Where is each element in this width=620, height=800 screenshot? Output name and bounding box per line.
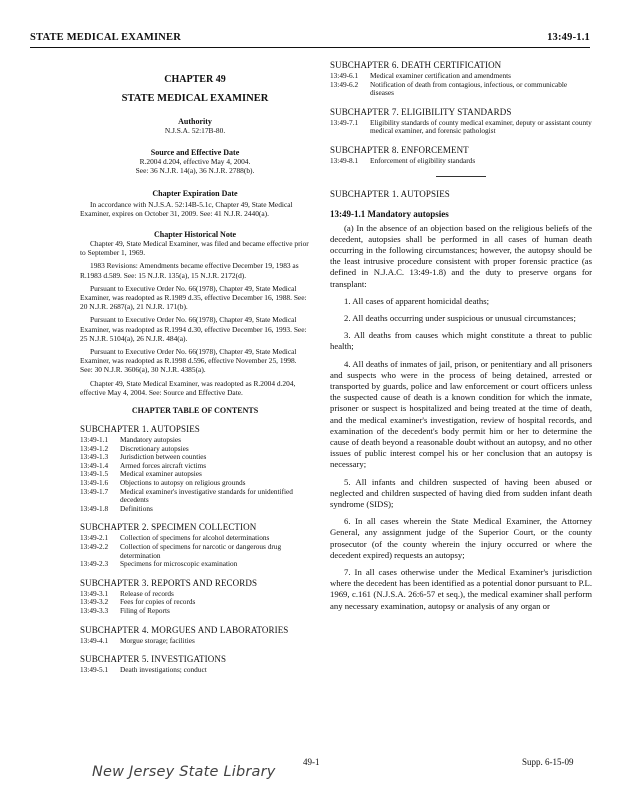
toc-entry [80, 607, 310, 616]
toc-entry [330, 157, 592, 166]
left-column [80, 60, 310, 675]
chapter-number: CHAPTER 49 [164, 74, 226, 85]
toc-section-number: 13:49-3.1 [80, 588, 109, 598]
toc-entry [80, 666, 310, 675]
toc-section-title: Morgue storage; facilities [120, 635, 195, 645]
expiration-text: In accordance with N.J.S.A. 52:14B-5.1c, Chapter 49, State Medical Examiner, expires on October 31, 2009. See: 41 N.J.R. 2440(a). [80, 199, 293, 218]
history-heading: Chapter Historical Note [153, 230, 237, 240]
toc-right [330, 60, 592, 166]
toc-section-title: Specimens for microscopic examination [120, 559, 238, 569]
toc-section-number: 13:49-1.6 [80, 478, 109, 488]
body-paragraph: 4. All deaths of inmates of jail, prison, or penitentiary and all prisoners and suspects who were in the process of being detained, arrested or transported by guards, police and law enforcement or court officers unless the suspected cause of death is a known condition for which the inmate, prisoner or suspect is hospitalized and being treated at the time of death, and the medical examiner's investigation, review of hospital records, and examination of the decedent's body permit him or her to determine the cause of death beyond a reasonable doubt without an autopsy, and no other issues of public interest compel his or her conclusion that an autopsy is necessary; [330, 358, 592, 470]
toc-entry [80, 590, 310, 599]
toc-section-number: 13:49-2.3 [80, 559, 109, 569]
toc-entry [80, 488, 310, 505]
header-title: STATE MEDICAL EXAMINER [30, 32, 182, 43]
toc-section-number: 13:49-6.2 [330, 79, 359, 89]
toc-subchapter-title: SUBCHAPTER 4. MORGUES AND LABORATORIES [80, 624, 289, 635]
toc-section-number: 13:49-1.7 [80, 486, 109, 496]
toc-section-title: Notification of death from contagious, infectious, or communicable diseases [370, 79, 568, 98]
toc-entry [330, 119, 592, 136]
toc-section-title: Eligibility standards of county medical examiner, deputy or assistant county medical examiner, and forensic pathologist [370, 117, 592, 136]
toc-subchapter-title: SUBCHAPTER 3. REPORTS AND RECORDS [80, 577, 258, 588]
toc-heading: CHAPTER TABLE OF CONTENTS [131, 406, 259, 416]
history-note: Pursuant to Executive Order No. 66(1978), Chapter 49, State Medical Examiner, was readopted as R.1998 d.596, effective November 25, 1998. See: 30 N.J.R. 3606(a), 30 N.J.R. 4385(a). [80, 347, 297, 375]
toc-section-number: 13:49-3.2 [80, 597, 109, 607]
toc-subchapter-title: SUBCHAPTER 5. INVESTIGATIONS [80, 654, 227, 665]
authority-text: N.J.S.A. 52:17B-80. [164, 126, 226, 135]
toc-entry [80, 598, 310, 607]
body-subchapter-heading: SUBCHAPTER 1. AUTOPSIES [330, 188, 450, 199]
toc-entry [80, 560, 310, 569]
toc-section-number: 13:49-2.2 [80, 542, 109, 551]
toc-section-title: Discretionary autopsies [120, 443, 189, 453]
chapter-title: STATE MEDICAL EXAMINER [121, 93, 269, 104]
toc-entry [80, 436, 310, 445]
history-note: Chapter 49, State Medical Examiner, was readopted as R.2004 d.204, effective May 4, 2004. See: Source and Effective Date. [80, 378, 296, 397]
toc-section-title: Death investigations; conduct [120, 665, 207, 675]
source-heading: Source and Effective Date [150, 148, 240, 158]
right-column [330, 60, 592, 618]
toc-section-number: 13:49-1.4 [80, 460, 109, 470]
toc-section-number: 13:49-3.3 [80, 605, 109, 615]
toc-section-number: 13:49-2.1 [80, 533, 109, 543]
toc-section-number: 13:49-1.5 [80, 469, 109, 479]
toc-subchapter-title: SUBCHAPTER 6. DEATH CERTIFICATION [330, 60, 502, 70]
toc-section-title: Medical examiner's investigative standards for unidentified decedents [120, 486, 293, 505]
history-note: 1983 Revisions: Amendments became effective December 19, 1983 as R.1983 d.589. See: 15 N.J.R. 135(a), 15 N.J.R. 2172(d). [80, 261, 299, 280]
toc-entry [80, 637, 310, 646]
authority-heading: Authority [178, 117, 212, 126]
toc-section-number: 13:49-7.1 [330, 117, 359, 127]
supplement-date: Supp. 6-15-09 [522, 757, 574, 767]
toc-section-number: 13:49-1.3 [80, 452, 109, 462]
body-paragraph: 2. All deaths occurring under suspicious or unusual circumstances; [344, 312, 576, 323]
toc-section-number: 13:49-1.1 [80, 435, 109, 445]
toc-subchapter-title: SUBCHAPTER 1. AUTOPSIES [80, 424, 200, 435]
toc-section-title: Objections to autopsy on religious grounds [120, 478, 246, 488]
body-paragraph: 7. In all cases otherwise under the Medical Examiner's jurisdiction where the decedent has been identified as a potential donor pursuant to P.L. 1969, c.161 (N.J.S.A. 26:6-57 et seq.), the medical examiner shall perform any necessary examination, autopsy or analysis of any organ or [330, 567, 592, 611]
section-heading: 13:49-1.1 Mandatory autopsies [330, 208, 449, 219]
body-paragraph: (a) In the absence of an objection based on the religious beliefs of the decedent, autopsies shall be performed in all cases of human death occurring in the following circumstances; however, the autopsy should be the least intrusive procedure consistent with proper forensic practice (as defined in N.J.A.C. 13:49-1.8) and the duty to preserve organs for transplant: [330, 222, 592, 289]
body-paragraph: 1. All cases of apparent homicidal deaths; [344, 295, 489, 306]
toc-section-number: 13:49-1.8 [80, 503, 109, 513]
page-number: 49-1 [303, 757, 320, 767]
source-text-1: R.2004 d.204, effective May 4, 2004. [139, 157, 251, 167]
toc-section-title: Release of records [120, 588, 174, 598]
body-paragraph: 3. All deaths from causes which might constitute a threat to public health; [330, 330, 592, 352]
toc-section-title: Enforcement of eligibility standards [370, 155, 476, 165]
toc-left [80, 424, 310, 675]
toc-section-number: 13:49-6.1 [330, 71, 359, 80]
toc-subchapter-title: SUBCHAPTER 2. SPECIMEN COLLECTION [80, 522, 257, 533]
expiration-heading: Chapter Expiration Date [152, 188, 238, 198]
toc-subchapter-title: SUBCHAPTER 8. ENFORCEMENT [330, 144, 469, 155]
toc-section-number: 13:49-8.1 [330, 155, 359, 165]
history-note: Pursuant to Executive Order No. 66(1978), Chapter 49, State Medical Examiner, was readopted as R.1994 d.30, effective December 16, 1993. See: 25 N.J.R. 5104(a), 26 N.J.R. 484(a). [80, 315, 307, 343]
history-note: Chapter 49, State Medical Examiner, was filed and became effective prior to September 1, 1969. [80, 239, 309, 258]
toc-section-title: Fees for copies of records [120, 597, 196, 607]
toc-entry [330, 81, 592, 98]
section-body [330, 223, 592, 612]
toc-section-title: Definitions [120, 503, 153, 513]
running-header [30, 27, 590, 48]
library-watermark: New Jersey State Library [92, 764, 276, 780]
body-paragraph: 5. All infants and children suspected of having been abused or neglected and children suspected of having died from sudden infant death syndrome (SIDS); [330, 476, 592, 510]
toc-section-number: 13:49-4.1 [80, 635, 109, 645]
section-divider [436, 176, 486, 177]
toc-section-title: Jurisdiction between counties [120, 452, 207, 462]
history-note: Pursuant to Executive Order No. 66(1978), Chapter 49, State Medical Examiner, was readopted as R.1989 d.35, effective December 16, 1988. See: 20 N.J.R. 2687(a), 21 N.J.R. 171(b). [80, 283, 307, 312]
toc-entry [80, 505, 310, 514]
toc-section-title: Medical examiner autopsies [120, 469, 202, 479]
toc-subchapter-title: SUBCHAPTER 7. ELIGIBILITY STANDARDS [330, 106, 512, 117]
toc-section-title: Collection of specimens for alcohol determinations [120, 533, 270, 543]
toc-section-number: 13:49-5.1 [80, 665, 109, 675]
toc-section-title: Filing of Reports [120, 605, 170, 615]
body-paragraph: 6. In all cases wherein the State Medical Examiner, the Attorney General, any assignment judge of the Superior Court, or the county prosecutor (of the county wherein the injury occurred or where the decedent expired) requests an autopsy; [330, 516, 592, 560]
toc-section-title: Mandatory autopsies [120, 435, 181, 445]
toc-section-title: Medical examiner certification and amendments [370, 71, 512, 80]
header-section-number: 13:49-1.1 [547, 32, 590, 43]
history-notes [80, 239, 310, 397]
toc-entry [80, 543, 310, 560]
toc-section-title: Armed forces aircraft victims [120, 460, 207, 470]
source-text-2: See: 36 N.J.R. 14(a), 36 N.J.R. 2788(b). [135, 166, 255, 176]
toc-section-number: 13:49-1.2 [80, 443, 109, 453]
toc-section-title: Collection of specimens for narcotic or dangerous drug determination [120, 542, 282, 560]
